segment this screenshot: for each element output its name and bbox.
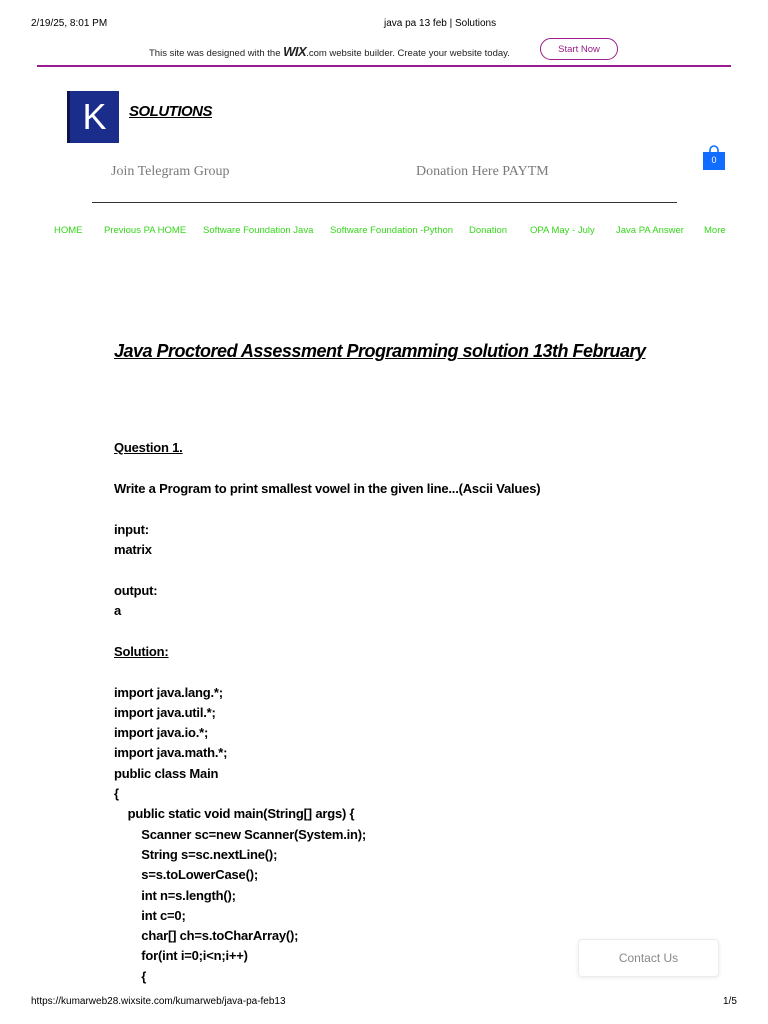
code-line: { — [114, 968, 147, 984]
code-line: import java.math.*; — [114, 745, 228, 761]
print-datetime: 2/19/25, 8:01 PM — [31, 18, 108, 29]
nav-item-more[interactable]: More — [704, 225, 726, 236]
banner-divider — [37, 65, 731, 67]
nav-item-software-foundation-java[interactable]: Software Foundation Java — [203, 225, 314, 236]
solution-heading: Solution: — [114, 643, 169, 659]
start-now-button[interactable]: Start Now — [540, 38, 618, 60]
code-line: import java.util.*; — [114, 704, 216, 720]
input-value: matrix — [114, 541, 152, 557]
logo-letter: K — [82, 96, 107, 137]
code-line: for(int i=0;i<n;i++) — [114, 948, 248, 964]
wix-banner-text — [149, 44, 510, 59]
nav-item-home[interactable]: HOME — [54, 225, 83, 236]
contact-us-button[interactable]: Contact Us — [578, 939, 719, 977]
site-logo[interactable] — [67, 91, 119, 143]
output-label: output: — [114, 582, 158, 598]
code-block — [114, 683, 540, 987]
print-url: https://kumarweb28.wixsite.com/kumarweb/java-pa-feb13 — [31, 996, 286, 1007]
nav-item-java-pa-answer[interactable]: Java PA Answer — [616, 225, 684, 236]
code-line: public static void main(String[] args) { — [114, 806, 355, 822]
code-line: String s=sc.nextLine(); — [114, 846, 278, 862]
article-body — [114, 438, 540, 987]
question-heading: Question 1. — [114, 440, 183, 455]
cart-count: 0 — [711, 155, 717, 165]
output-value: a — [114, 602, 122, 618]
cart-button[interactable] — [702, 145, 726, 171]
nav-item-software-foundation-python[interactable]: Software Foundation -Python — [330, 225, 454, 236]
code-line: char[] ch=s.toCharArray(); — [114, 928, 299, 944]
code-line: import java.io.*; — [114, 725, 209, 741]
code-line: { — [114, 786, 119, 802]
telegram-link[interactable]: Join Telegram Group — [111, 164, 230, 179]
input-label: input: — [114, 521, 149, 537]
page-title: Java Proctored Assessment Programming solution 13th February — [114, 341, 646, 361]
nav-item-donation[interactable]: Donation — [469, 225, 508, 236]
code-line: int c=0; — [114, 907, 186, 923]
print-page-number: 1/5 — [723, 996, 737, 1007]
question-text: Write a Program to print smallest vowel in the given line...(Ascii Values) — [114, 480, 541, 496]
code-line: import java.lang.*; — [114, 684, 223, 700]
code-line: int n=s.length(); — [114, 887, 236, 903]
nav-item-previous-pa-home[interactable]: Previous PA HOME — [104, 225, 187, 236]
wix-text-after: .com website builder. Create your website today. — [306, 48, 510, 59]
site-name[interactable]: SOLUTIONS — [129, 103, 213, 120]
code-line: public class Main — [114, 765, 219, 781]
header-divider — [92, 202, 677, 203]
wix-logo[interactable]: WIX — [283, 44, 307, 59]
code-line: s=s.toLowerCase(); — [114, 867, 258, 883]
print-title: java pa 13 feb | Solutions — [384, 18, 497, 29]
donation-link[interactable]: Donation Here PAYTM — [416, 164, 549, 179]
code-line: Scanner sc=new Scanner(System.in); — [114, 826, 367, 842]
wix-text-before: This site was designed with the — [149, 48, 284, 59]
nav-item-opa-may-july[interactable]: OPA May - July — [530, 225, 595, 236]
